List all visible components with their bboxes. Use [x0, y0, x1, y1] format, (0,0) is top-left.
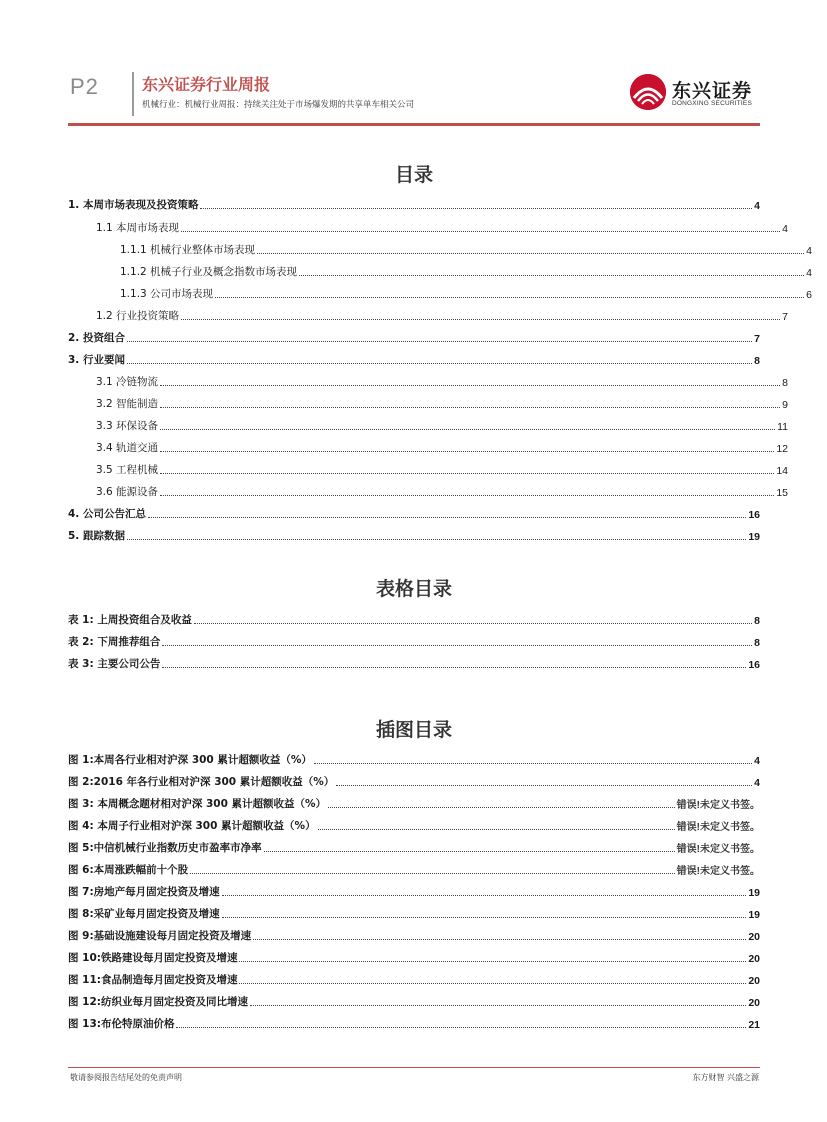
- figure-toc-entry[interactable]: 图 4: 本周子行业相对沪深 300 累计超额收益（%） 错误!未定义书签。: [68, 820, 760, 833]
- tables-toc-title: 表格目录: [375, 578, 452, 600]
- figure-toc-entry[interactable]: 图 10:铁路建设每月固定投资及增速 20: [68, 952, 760, 965]
- page-header: [60, 66, 760, 126]
- toc-entry[interactable]: 2. 投资组合 7: [68, 332, 760, 345]
- logo-subtext: DONGXING SECURITIES: [672, 100, 753, 107]
- toc-entry[interactable]: 4. 公司公告汇总 16: [68, 508, 760, 521]
- figure-toc-entry[interactable]: 图 6:本周涨跌幅前十个股 错误!未定义书签。: [68, 864, 760, 877]
- toc-entry[interactable]: 3.4 轨道交通 12: [96, 442, 788, 455]
- toc-entry[interactable]: 1.1 本周市场表现 4: [96, 222, 788, 235]
- toc-entry[interactable]: 1.2 行业投资策略 7: [96, 310, 788, 323]
- toc-title: 目录: [394, 164, 433, 186]
- toc-entry[interactable]: 3.5 工程机械 14: [96, 464, 788, 477]
- table-toc-entry[interactable]: 表 1: 上周投资组合及收益 8: [68, 614, 760, 627]
- toc-entry[interactable]: 3.1 冷链物流 8: [96, 376, 788, 389]
- figure-toc-entry[interactable]: 图 8:采矿业每月固定投资及增速 19: [68, 908, 760, 921]
- toc-entry[interactable]: 5. 跟踪数据 19: [68, 530, 760, 543]
- toc-entry[interactable]: 1.1.3 公司市场表现 6: [120, 288, 812, 301]
- footer-rule: [68, 1067, 760, 1068]
- company-logo: [630, 66, 765, 116]
- toc-entry[interactable]: 3.6 能源设备 15: [96, 486, 788, 499]
- footer-slogan: 东方财智 兴盛之源: [692, 1073, 759, 1082]
- toc-entry[interactable]: 3.3 环保设备 11: [96, 420, 788, 433]
- figure-toc-entry[interactable]: 图 12:纺织业每月固定投资及同比增速 20: [68, 996, 760, 1009]
- toc-entry[interactable]: 1.1.1 机械行业整体市场表现 4: [120, 244, 812, 257]
- toc-entry[interactable]: 3. 行业要闻 8: [68, 354, 760, 367]
- figures-toc-title: 插图目录: [375, 719, 452, 741]
- table-toc-entry[interactable]: 表 3: 主要公司公告 16: [68, 658, 760, 671]
- page-number: P2: [70, 74, 99, 99]
- toc-entry[interactable]: 1. 本周市场表现及投资策略 4: [68, 199, 760, 212]
- report-subtitle: 机械行业：机械行业周报：持续关注处于市场爆发期的共享单车相关公司: [142, 100, 415, 110]
- report-title: 东兴证券行业周报: [142, 75, 271, 94]
- figure-toc-entry[interactable]: 图 5:中信机械行业指数历史市盈率市净率 错误!未定义书签。: [68, 842, 760, 855]
- logo-text: 东兴证券: [672, 80, 753, 102]
- toc-entry[interactable]: 3.2 智能制造 9: [96, 398, 788, 411]
- header-divider: [132, 72, 134, 116]
- toc-entry[interactable]: 1.1.2 机械子行业及概念指数市场表现 4: [120, 266, 812, 279]
- table-toc-entry[interactable]: 表 2: 下周推荐组合 8: [68, 636, 760, 649]
- figure-toc-entry[interactable]: 图 1:本周各行业相对沪深 300 累计超额收益（%） 4: [68, 754, 760, 767]
- logo-emblem-icon: [630, 74, 666, 110]
- figure-toc-entry[interactable]: 图 13:布伦特原油价格 21: [68, 1018, 760, 1031]
- header-rule: [68, 123, 760, 126]
- figure-toc-entry[interactable]: 图 7:房地产每月固定投资及增速 19: [68, 886, 760, 899]
- figure-toc-entry[interactable]: 图 3: 本周概念题材相对沪深 300 累计超额收益（%） 错误!未定义书签。: [68, 798, 760, 811]
- figure-toc-entry[interactable]: 图 11:食品制造每月固定投资及增速 20: [68, 974, 760, 987]
- footer-disclaimer: 敬请参阅报告结尾处的免责声明: [70, 1073, 182, 1082]
- figure-toc-entry[interactable]: 图 9:基础设施建设每月固定投资及增速 20: [68, 930, 760, 943]
- figure-toc-entry[interactable]: 图 2:2016 年各行业相对沪深 300 累计超额收益（%） 4: [68, 776, 760, 789]
